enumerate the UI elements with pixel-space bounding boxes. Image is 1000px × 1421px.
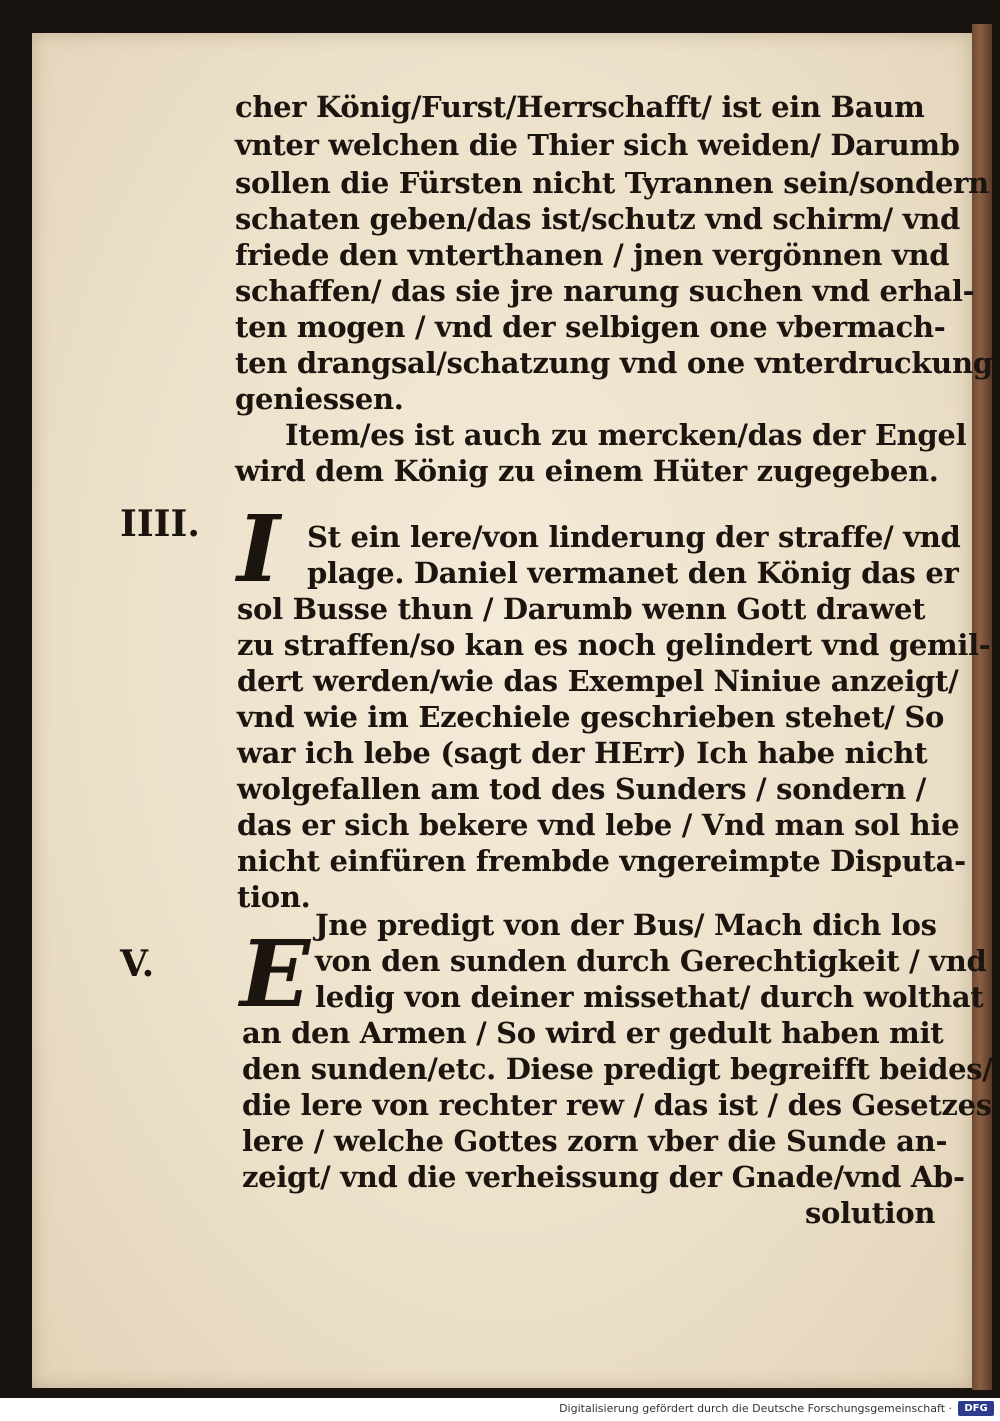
text-line: Item/es ist auch zu mercken/das der Engel [285, 418, 967, 452]
text-line: solution [805, 1196, 936, 1230]
text-line: friede den vnterthanen / jnen vergönnen vnd [235, 238, 950, 272]
funding-credit: Digitalisierung gefördert durch die Deutsche Forschungsgemeinschaft · [559, 1402, 952, 1415]
section-number: IIII. [120, 503, 200, 545]
text-line: von den sunden durch Gerechtigkeit / vnd [315, 944, 987, 978]
text-line: nicht einfüren frembde vngereimpte Disputa- [237, 844, 966, 878]
text-line: schaffen/ das sie jre narung suchen vnd erhal- [235, 274, 975, 308]
text-line: ledig von deiner missethat/ durch wolthat [315, 980, 984, 1014]
text-line: an den Armen / So wird er gedult haben mit [242, 1016, 944, 1050]
book-page [32, 33, 993, 1388]
text-line: geniessen. [235, 382, 404, 416]
footer-bar [0, 1398, 1000, 1421]
text-line: tion. [237, 880, 311, 914]
dfg-logo: DFG [958, 1401, 994, 1416]
text-line: cher König/Furst/Herrschafft/ ist ein Baum [235, 90, 925, 124]
text-line: war ich lebe (sagt der HErr) Ich habe nicht [237, 736, 928, 770]
text-line: Jne predigt von der Bus/ Mach dich los [315, 908, 937, 942]
text-line: zeigt/ vnd die verheissung der Gnade/vnd Ab- [242, 1160, 965, 1194]
text-line: vnd wie im Ezechiele geschrieben stehet/ So [237, 700, 945, 734]
text-line: die lere von rechter rew / das ist / des Gesetzes [242, 1088, 992, 1122]
text-line: wolgefallen am tod des Sunders / sondern / [237, 772, 926, 806]
text-line: zu straffen/so kan es noch gelindert vnd gemil- [237, 628, 991, 662]
text-line: wird dem König zu einem Hüter zugegeben. [235, 454, 939, 488]
section-number: V. [120, 943, 155, 985]
book-spine-edge [972, 24, 992, 1390]
text-line: schaten geben/das ist/schutz vnd schirm/ vnd [235, 202, 961, 236]
decorated-initial: I [237, 495, 281, 603]
text-line: lere / welche Gottes zorn vber die Sunde an- [242, 1124, 948, 1158]
text-line: St ein lere/von linderung der straffe/ vnd [307, 520, 961, 554]
text-line: ten mogen / vnd der selbigen one vbermach- [235, 310, 946, 344]
text-line: das er sich bekere vnd lebe / Vnd man sol hie [237, 808, 960, 842]
text-line: sollen die Fürsten nicht Tyrannen sein/sondern [235, 166, 989, 200]
text-line: plage. Daniel vermanet den König das er [307, 556, 959, 590]
text-line: ten drangsal/schatzung vnd one vnterdruckung [235, 346, 993, 380]
text-line: sol Busse thun / Darumb wenn Gott drawet [237, 592, 926, 626]
text-line: dert werden/wie das Exempel Niniue anzeigt/ [237, 664, 959, 698]
decorated-initial: E [240, 920, 311, 1028]
text-line: den sunden/etc. Diese predigt begreifft beides/ [242, 1052, 993, 1086]
text-line: vnter welchen die Thier sich weiden/ Darumb [235, 128, 960, 162]
